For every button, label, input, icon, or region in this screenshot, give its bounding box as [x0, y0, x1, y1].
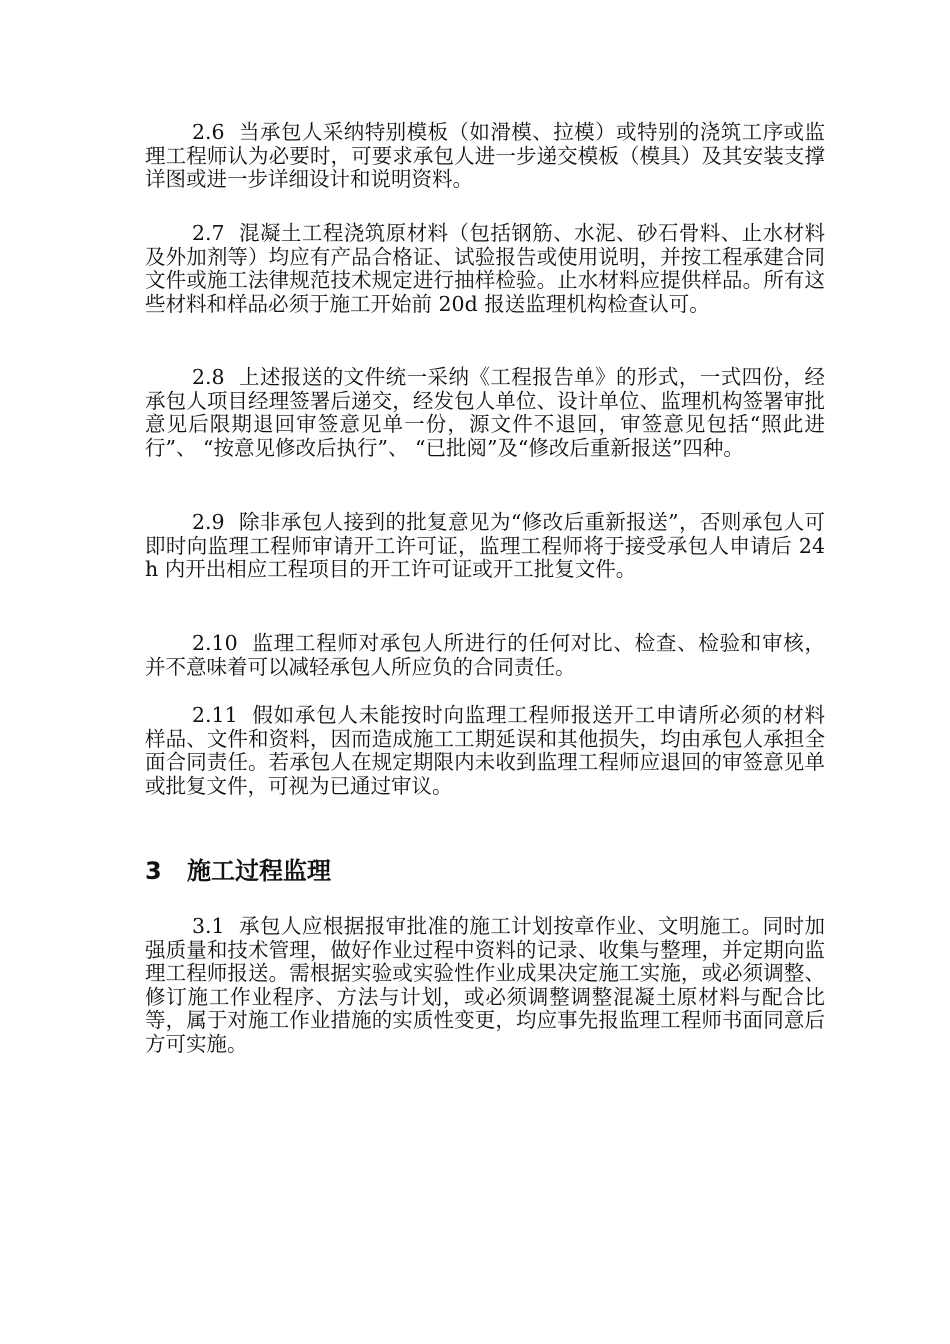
clause-text: 承包人应根据报审批准的施工计划按章作业、文明施工。同时加强质量和技术管理，做好作业过程中资料的记录、收集与整理，并定期向监理工程师报送。需根据实验或实验性作业成果决定施工实施，或必须调整、修订施工作业程序、方法与计划，或必须调整调整混凝土原材料与配合比等，属于对施工作业措施的实质性变更，均应事先报监理工程师书面同意后方可实施。: [145, 914, 825, 1056]
clause-2-8: [145, 366, 825, 460]
clause-number: 2.8: [192, 365, 225, 389]
clause-2-10: [145, 632, 825, 679]
section-heading-number: 3: [145, 857, 162, 885]
clause-3-1: [145, 915, 825, 1057]
clause-text: 假如承包人未能按时向监理工程师报送开工申请所必须的材料样品、文件和资料，因而造成施工工期延误和其他损失，均由承包人承担全面合同责任。若承包人在规定期限内未收到监理工程师应退回的审签意见单或批复文件，可视为已通过审议。: [145, 703, 825, 798]
clause-2-9: [145, 511, 825, 582]
clause-number: 2.9: [192, 510, 225, 534]
clause-number: 2.10: [192, 631, 238, 655]
clause-number: 3.1: [192, 914, 225, 938]
clause-number: 2.11: [192, 703, 238, 727]
clause-number: 2.7: [192, 221, 225, 245]
section-heading: [145, 855, 825, 887]
clause-text: 监理工程师对承包人所进行的任何对比、检查、检验和审核，并不意味着可以减轻承包人所应负的合同责任。: [145, 631, 825, 679]
clause-2-6: [145, 121, 825, 192]
clause-2-7: [145, 222, 825, 316]
clause-text: 除非承包人接到的批复意见为“修改后重新报送”，否则承包人可即时向监理工程师审请开工许可证，监理工程师将于接受承包人申请后 24h 内开出相应工程项目的开工许可证或开工批复文件。: [145, 510, 825, 582]
clause-number: 2.6: [192, 120, 225, 144]
clause-text: 上述报送的文件统一采纳《工程报告单》的形式，一式四份，经承包人项目经理签署后递交，经发包人单位、设计单位、监理机构签署审批意见后限期退回审签意见单一份，源文件不退回，审签意见包括“照此进行”、 “按意见修改后执行”、 “已批阅”及“修改后重新报送”四种。: [145, 365, 825, 460]
clause-2-11: [145, 704, 825, 798]
clause-text: 混凝土工程浇筑原材料（包括钢筋、水泥、砂石骨料、止水材料及外加剂等）均应有产品合格证、试验报告或使用说明，并按工程承建合同文件或施工法律规范技术规定进行抽样检验。止水材料应提供样品。所有这些材料和样品必须于施工开始前 20d 报送监理机构检查认可。: [145, 221, 825, 316]
section-heading-title: 施工过程监理: [187, 857, 331, 885]
clause-text: 当承包人采纳特别模板（如滑模、拉模）或特别的浇筑工序或监理工程师认为必要时，可要求承包人进一步递交模板（模具）及其安装支撑详图或进一步详细设计和说明资料。: [145, 120, 825, 192]
